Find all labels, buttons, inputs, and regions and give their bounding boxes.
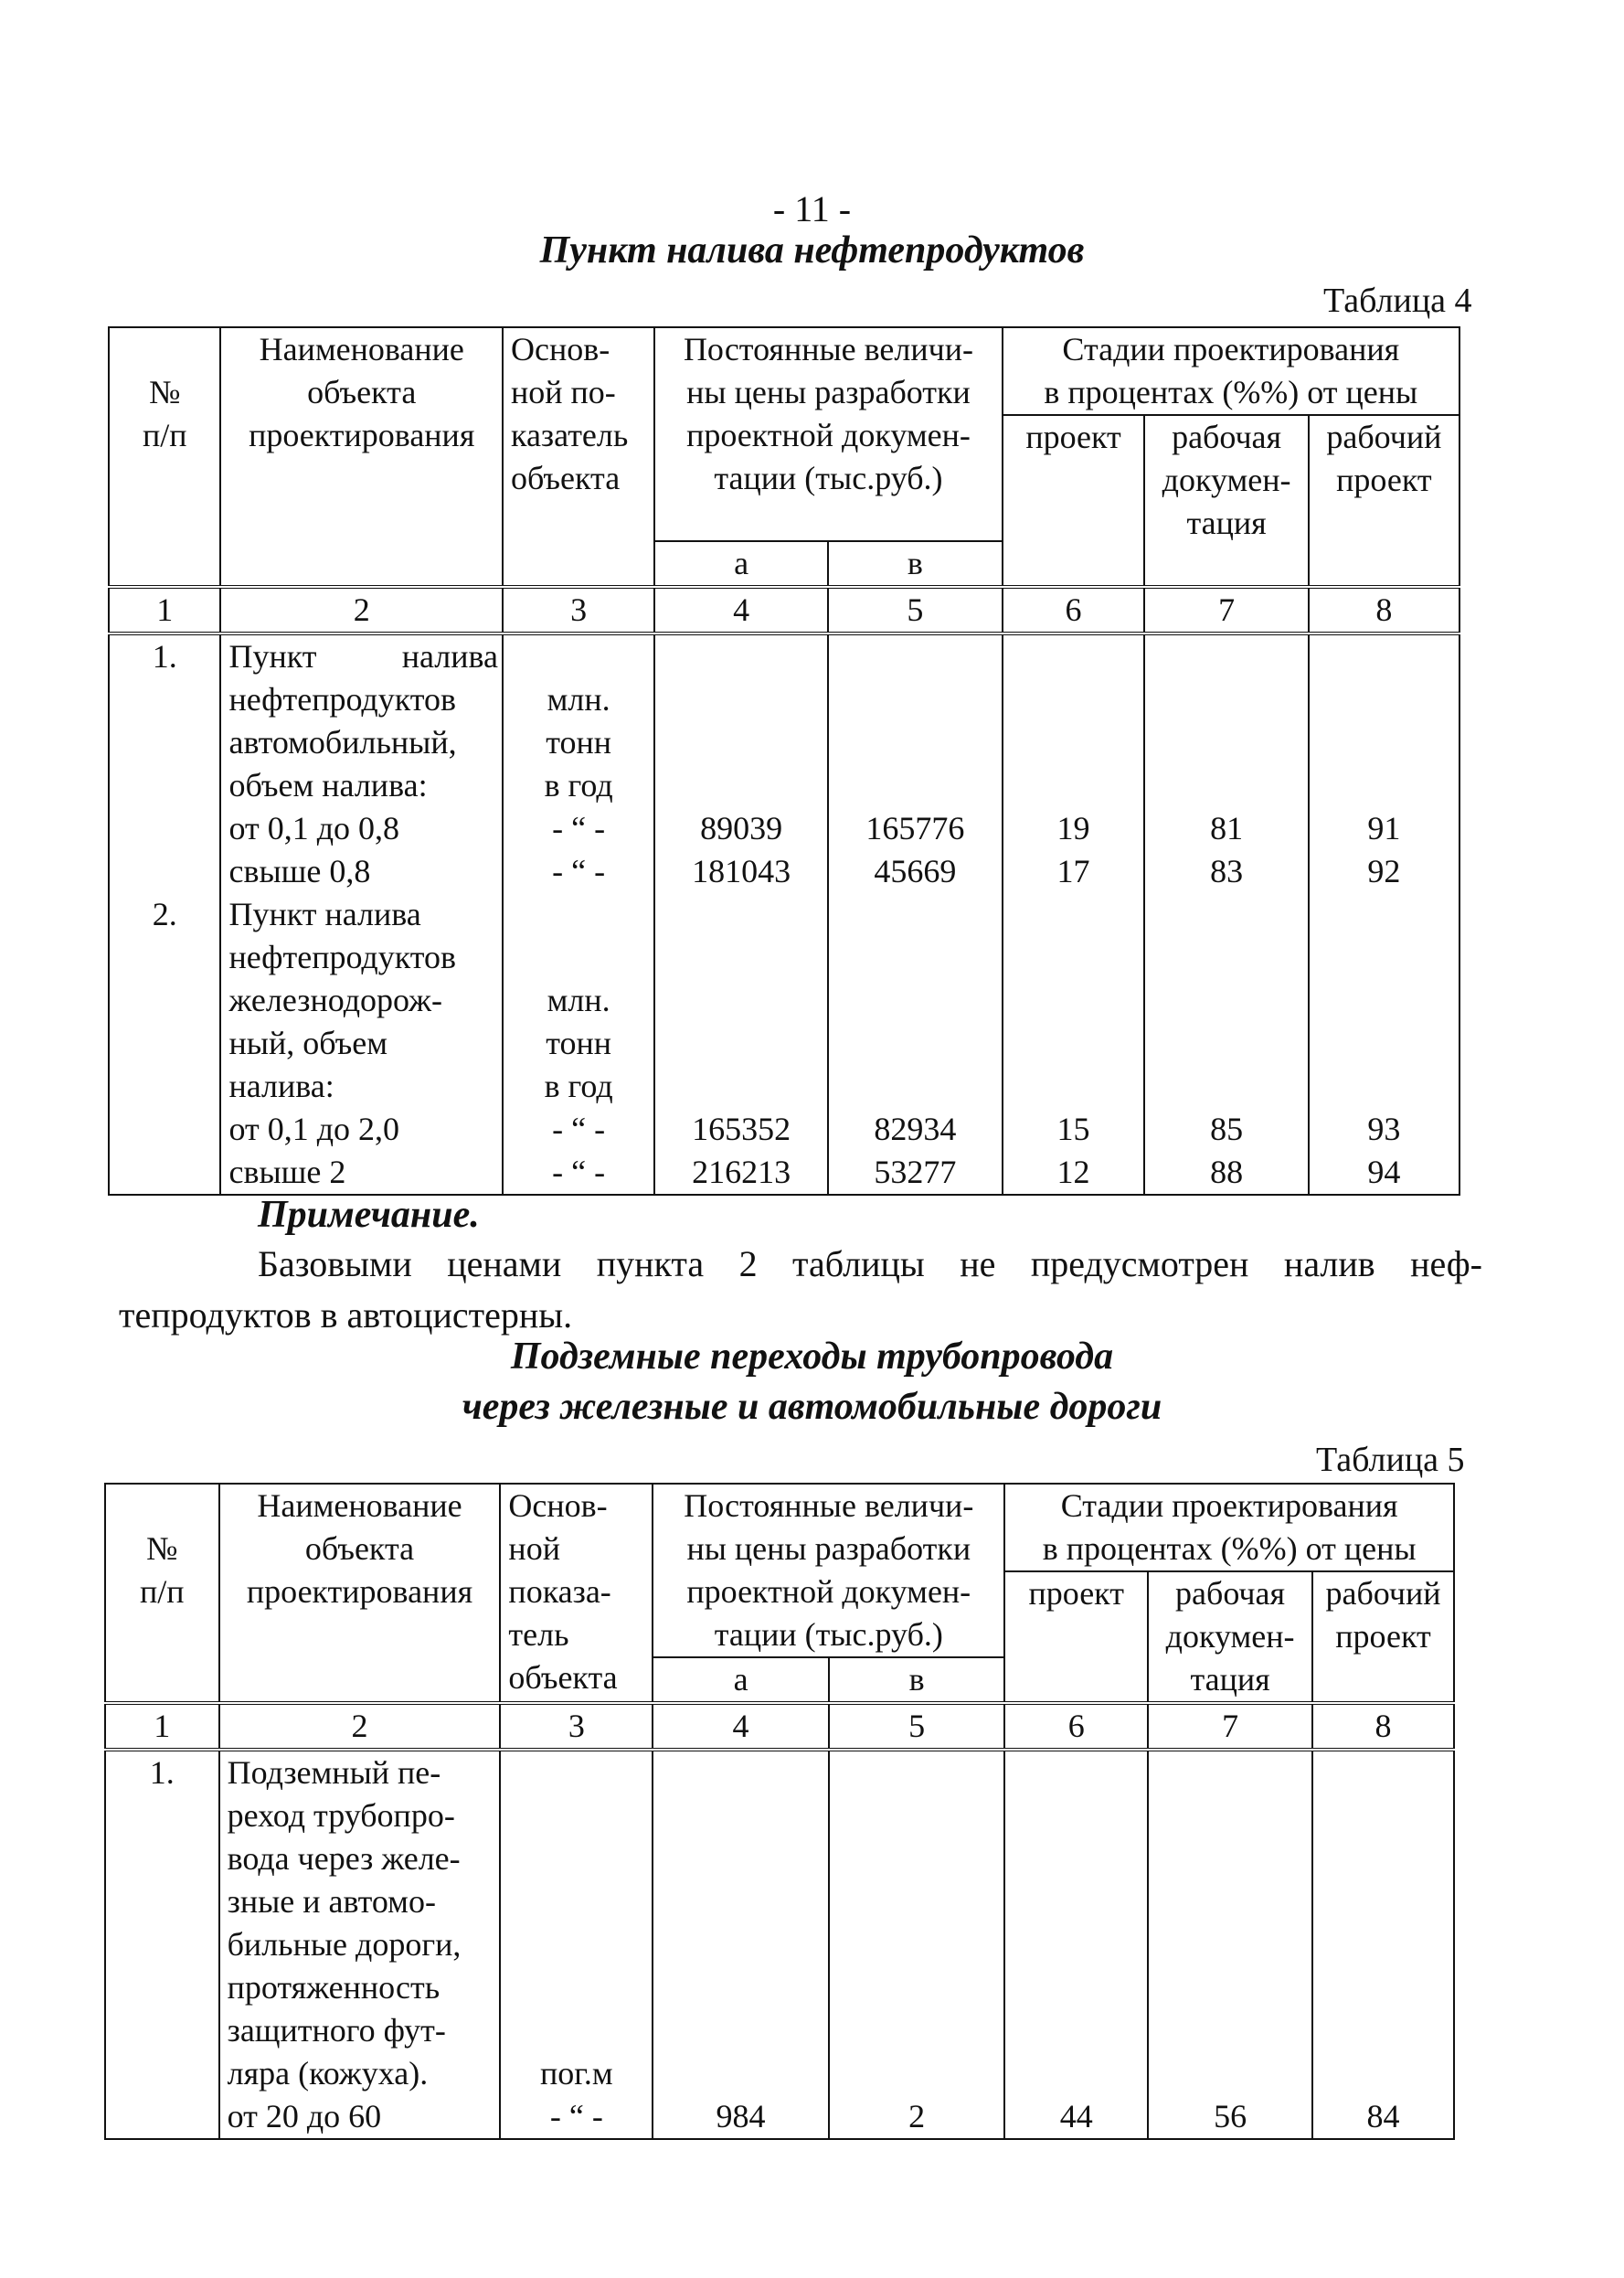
row-a-cell: 984 [653,1750,829,2139]
header-workproj: рабочий проект [1309,415,1459,587]
table-label-4: Таблица 4 [1323,282,1472,320]
row-unit-cell: пог.м - “ - [500,1750,653,2139]
header-sub-b: в [829,1657,1004,1703]
row-name-cell: Пункт налива нефтепродуктов автомобильный, объем налива: от 0,1 до 0,8 свыше 0,8 Пункт налива нефтепродуктов железнодорож- ный, объем налива: от 0,1 до 2,0 свыше 2 [220,633,503,1195]
table-row [105,1750,1454,2139]
header-const: Постоянные величи- ны цены разработки проектной докумен- тации (тыс.руб.) [654,327,1002,541]
row-name-cell: Подземный пе- реход трубопро- вода через желе- зные и автомо- бильные дороги, протяженность защитного фут- ляра (кожуха). от 20 до 60 [219,1750,501,2139]
header-sub-b: в [828,541,1003,587]
table-4 [108,326,1460,1196]
header-stages: Стадии проектирования в процентах (%%) от цены [1003,327,1459,415]
row-proj-cell: 44 [1004,1750,1148,2139]
header-num: № п/п [105,1484,219,1703]
header-workproj: рабочий проект [1312,1571,1454,1703]
header-name: Наименование объекта проектирования [220,327,503,587]
header-indicator: Основ- ной по- казатель объекта [503,327,654,587]
column-numbers-row: 1 2 3 4 5 6 7 8 [105,1703,1454,1750]
header-name: Наименование объекта проектирования [219,1484,501,1703]
header-sub-a: а [654,541,828,587]
table-label-5: Таблица 5 [1316,1441,1465,1479]
header-num: № п/п [109,327,220,587]
header-workdoc: рабочая докумен- тация [1148,1571,1312,1703]
row-workproj-cell: 91 92 93 94 [1309,633,1459,1195]
table-5 [104,1483,1455,2140]
header-proj: проект [1003,415,1145,587]
header-stages: Стадии проектирования в процентах (%%) от цены [1004,1484,1454,1571]
header-const: Постоянные величи- ны цены разработки проектной докумен- тации (тыс.руб.) [653,1484,1004,1657]
row-workdoc-cell: 56 [1148,1750,1312,2139]
column-numbers-row: 1 2 3 4 5 6 7 8 [109,587,1459,633]
row-proj-cell: 19 17 15 12 [1003,633,1145,1195]
header-proj: проект [1004,1571,1148,1703]
row-num-cell: 1. [105,1750,219,2139]
row-workdoc-cell: 81 83 85 88 [1144,633,1308,1195]
row-b-cell: 165776 45669 82934 53277 [828,633,1003,1195]
row-num-cell: 1. 2. [109,633,220,1195]
row-unit-cell: млн. тонн в год - “ - - “ - млн. тонн в год - “ - - “ - [503,633,654,1195]
header-indicator: Основ- ной показа- тель объекта [500,1484,653,1703]
table-row [109,633,1459,1195]
page-number: - 11 - [772,188,852,229]
section-title-2b: через железные и автомобильные дороги [462,1386,1162,1428]
header-workdoc: рабочая докумен- тация [1144,415,1308,587]
section-title-1: Пункт налива нефтепродуктов [539,229,1085,271]
row-b-cell: 2 [829,1750,1004,2139]
header-sub-a: а [653,1657,829,1703]
row-a-cell: 89039 181043 165352 216213 [654,633,828,1195]
row-workproj-cell: 84 [1312,1750,1454,2139]
note-title: Примечание. [258,1194,480,1236]
section-title-2a: Подземные переходы трубопровода [510,1336,1114,1378]
note-body: Базовыми ценами пункта 2 таблицы не предусмотрен налив неф- тепродуктов в автоцистерны. [119,1243,1482,1336]
